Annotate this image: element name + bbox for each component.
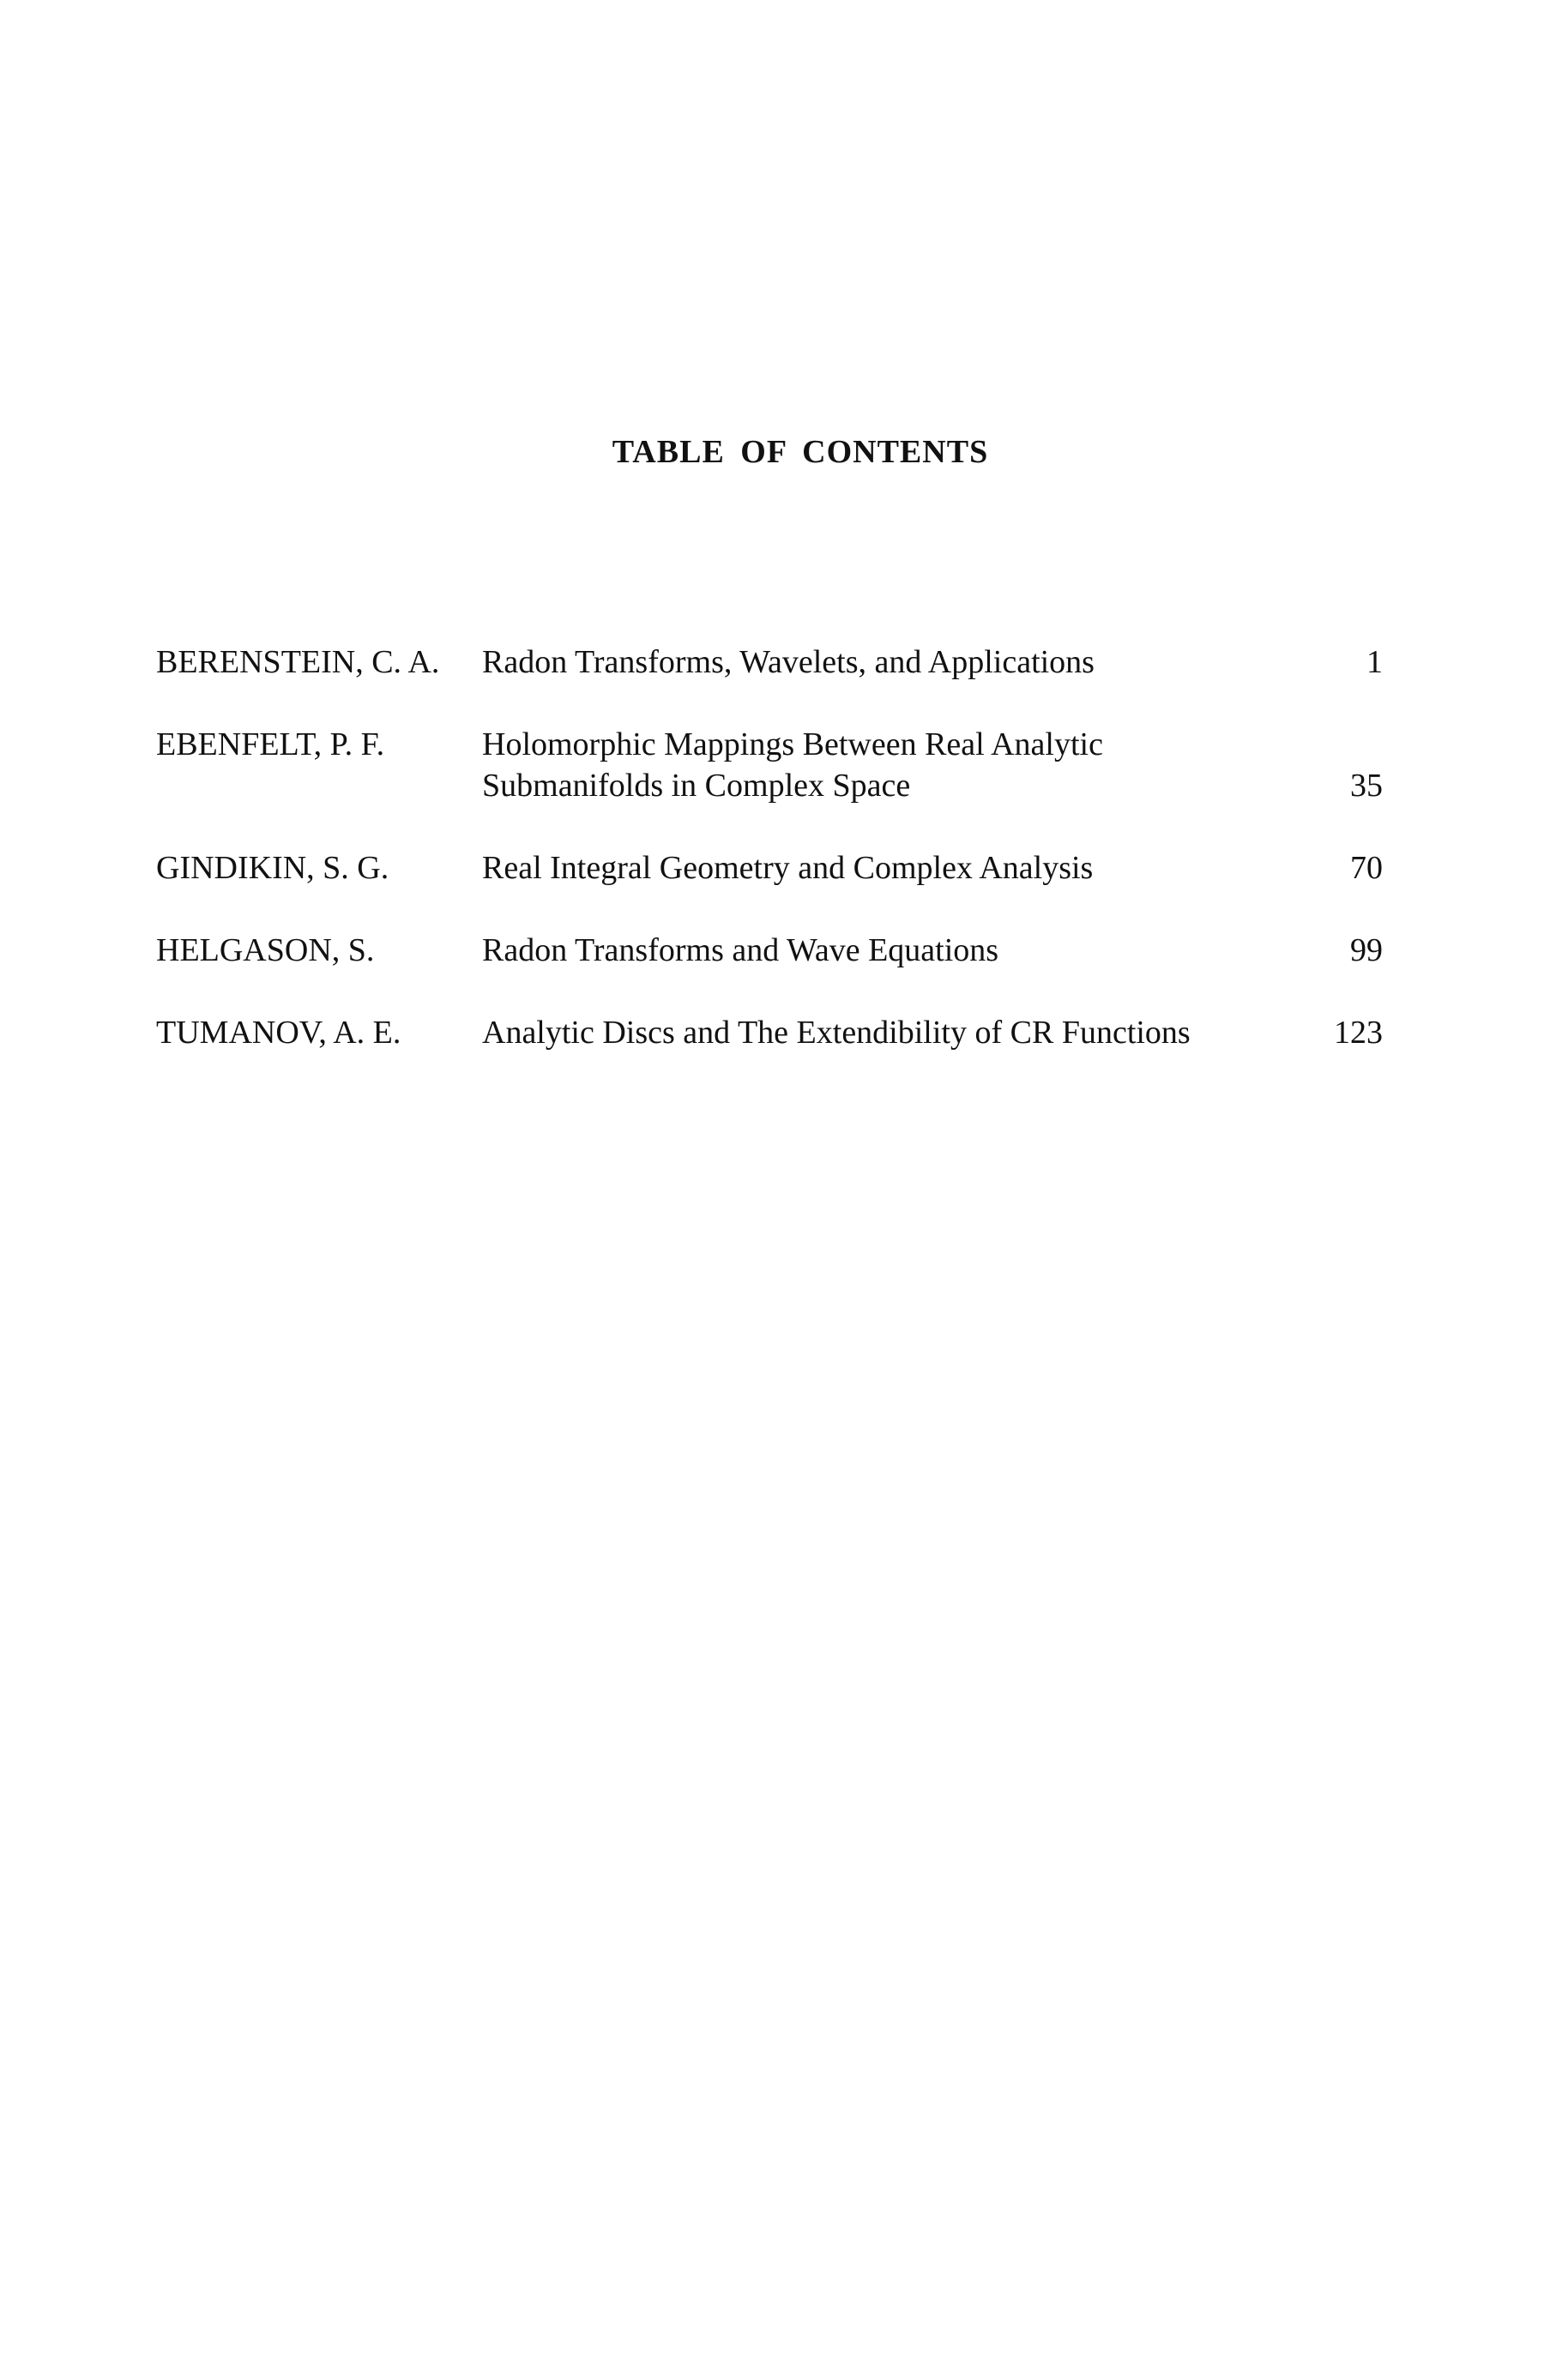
toc-title-line: Submanifolds in Complex Space	[482, 768, 911, 804]
toc-page-number: 70	[1350, 850, 1383, 886]
toc-title-line: Radon Transforms and Wave Equations	[482, 932, 999, 968]
toc-title	[482, 930, 1254, 971]
toc-author: GINDIKIN, S. G.	[156, 850, 389, 886]
toc-title-line: Holomorphic Mappings Between Real Analytic	[482, 726, 1103, 762]
toc-page-number: 99	[1350, 932, 1383, 968]
toc-author: EBENFELT, P. F.	[156, 726, 385, 762]
toc-page-number: 1	[1366, 644, 1383, 680]
toc-title	[482, 724, 1254, 806]
toc-title-line: Analytic Discs and The Extendibility of CR Functions	[482, 1015, 1191, 1051]
toc-entry	[156, 724, 1383, 806]
toc-entry	[156, 847, 1383, 889]
toc-title	[482, 642, 1254, 683]
toc-author: TUMANOV, A. E.	[156, 1015, 401, 1051]
toc-entry	[156, 642, 1383, 683]
toc-title	[482, 847, 1254, 889]
toc-author: BERENSTEIN, C. A.	[156, 644, 440, 680]
page-title: TABLE OF CONTENTS	[612, 434, 989, 470]
toc-page-number: 123	[1334, 1015, 1383, 1051]
toc-page-number: 35	[1350, 768, 1383, 804]
toc-title-line: Radon Transforms, Wavelets, and Applications	[482, 644, 1095, 680]
toc-list	[156, 642, 1383, 1053]
toc-entry	[156, 1012, 1383, 1053]
toc-author: HELGASON, S.	[156, 932, 375, 968]
toc-title-line: Real Integral Geometry and Complex Analysis	[482, 850, 1094, 886]
toc-entry	[156, 930, 1383, 971]
toc-title	[482, 1012, 1254, 1053]
